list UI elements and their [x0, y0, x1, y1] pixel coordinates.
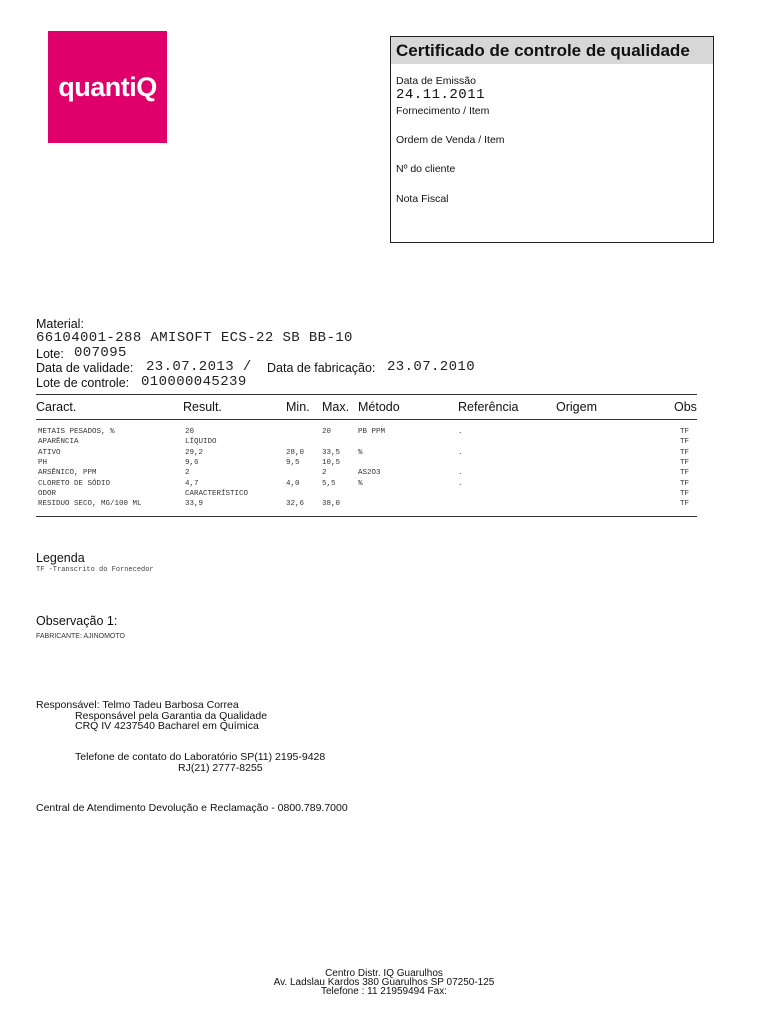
cell-metodo: %: [358, 479, 363, 488]
cell-result: LÍQUIDO: [185, 438, 217, 447]
manufacture-date-label: Data de fabricação:: [267, 361, 376, 375]
company-logo: [48, 31, 167, 143]
observation-title: Observação 1:: [36, 614, 118, 628]
cell-obs: TF: [680, 438, 690, 447]
cell-obs: TF: [680, 469, 690, 478]
cell-caract: ARSÊNICO, PPM: [38, 469, 97, 478]
cell-caract: ATIVO: [38, 448, 61, 457]
cell-result: CARACTERÍSTICO: [185, 489, 249, 498]
legend-text: TF -Transcrito do Fornecedor: [36, 566, 154, 574]
service-center: Central de Atendimento Devolução e Reclamação - 0800.789.7000: [36, 802, 348, 814]
cell-referencia: .: [458, 428, 463, 436]
expiry-date-label: Data de validade:: [36, 361, 134, 375]
cell-result: 9,6: [185, 458, 199, 467]
footer-line-1: Centro Distr. IQ Guarulhos: [325, 968, 443, 979]
cell-caract: ODOR: [38, 489, 57, 498]
col-header-referencia: Referência: [458, 400, 519, 414]
cell-max: 2: [322, 469, 327, 478]
cell-referencia: .: [458, 448, 463, 457]
cell-referencia: .: [458, 479, 463, 488]
col-header-obs: Obs: [674, 400, 697, 414]
cell-metodo: %: [358, 448, 363, 457]
col-header-max: Max.: [322, 400, 350, 414]
lab-phone-rj: RJ(21) 2777-8255: [178, 762, 263, 774]
cell-min: 4,0: [286, 479, 300, 488]
material-value: 66104001-288 AMISOFT ECS-22 SB BB-10: [36, 330, 353, 346]
col-header-min: Min.: [286, 400, 310, 414]
cell-result: 29,2: [185, 448, 204, 457]
footer-line-2: Av. Ladslau Kardos 380 Guarulhos SP 07250-125: [273, 977, 495, 988]
cell-obs: TF: [680, 500, 690, 509]
cell-caract: METAIS PESADOS, %: [38, 428, 115, 436]
table-top-rule: [36, 394, 697, 395]
customer-number-label: Nº do cliente: [396, 163, 456, 175]
expiry-date-value: 23.07.2013 /: [146, 359, 252, 375]
cell-result: 20: [185, 428, 195, 436]
cell-min: 28,0: [286, 448, 305, 457]
cell-max: 20: [322, 428, 332, 436]
material-label: Material:: [36, 317, 84, 331]
table-bottom-rule: [36, 516, 697, 517]
lot-value: 007095: [74, 345, 127, 361]
cell-caract: CLORETO DE SÓDIO: [38, 479, 111, 488]
cell-obs: TF: [680, 458, 690, 467]
footer-line-3: Telefone : 11 21959494 Fax:: [320, 986, 448, 997]
table-header-rule: [36, 419, 697, 420]
cell-max: 5,5: [322, 479, 336, 488]
lab-phone-sp: Telefone de contato do Laboratório SP(11) 2195-9428: [75, 751, 326, 763]
cell-min: 9,5: [286, 458, 300, 467]
cell-max: 10,5: [322, 458, 341, 467]
control-lot-label: Lote de controle:: [36, 376, 130, 390]
supply-item-label: Fornecimento / Item: [396, 105, 490, 117]
lot-label: Lote:: [36, 347, 64, 361]
certificate-box: [390, 36, 714, 243]
col-header-result: Result.: [183, 400, 222, 414]
sales-order-label: Ordem de Venda / Item: [396, 134, 505, 146]
cell-metodo: PB PPM: [358, 428, 386, 436]
issue-date-label: Data de Emissão: [396, 75, 476, 87]
manufacture-date-value: 23.07.2010: [387, 359, 476, 375]
cell-caract: APARÊNCIA: [38, 438, 79, 447]
cell-result: 33,9: [185, 500, 204, 509]
responsible-role: Responsável pela Garantia da Qualidade: [75, 710, 268, 722]
cell-obs: TF: [680, 428, 690, 436]
cell-result: 2: [185, 469, 190, 478]
col-header-metodo: Método: [358, 400, 400, 414]
col-header-origem: Origem: [556, 400, 597, 414]
cell-caract: RESIDUO SECO, MG/100 ML: [38, 500, 142, 509]
cell-caract: PH: [38, 458, 48, 467]
cell-obs: TF: [680, 489, 690, 498]
cell-referencia: .: [458, 469, 463, 478]
issue-date-value: 24.11.2011: [396, 87, 486, 103]
legend-title: Legenda: [36, 551, 85, 565]
cell-result: 4,7: [185, 479, 199, 488]
responsible-crq: CRQ IV 4237540 Bacharel em Química: [75, 720, 259, 732]
cell-obs: TF: [680, 479, 690, 488]
cell-max: 38,0: [322, 500, 341, 509]
cell-max: 33,5: [322, 448, 341, 457]
cell-min: 32,6: [286, 500, 305, 509]
invoice-label: Nota Fiscal: [396, 193, 449, 205]
cell-obs: TF: [680, 448, 690, 457]
col-header-caract: Caract.: [36, 400, 77, 414]
control-lot-value: 010000045239: [141, 374, 247, 390]
cell-metodo: AS2O3: [358, 469, 381, 478]
observation-text: FABRICANTE: AJINOMOTO: [36, 633, 125, 640]
logo-text: quantiQ: [58, 71, 157, 102]
certificate-title: Certificado de controle de qualidade: [391, 37, 713, 64]
responsible-name: Responsável: Telmo Tadeu Barbosa Correa: [36, 699, 239, 711]
